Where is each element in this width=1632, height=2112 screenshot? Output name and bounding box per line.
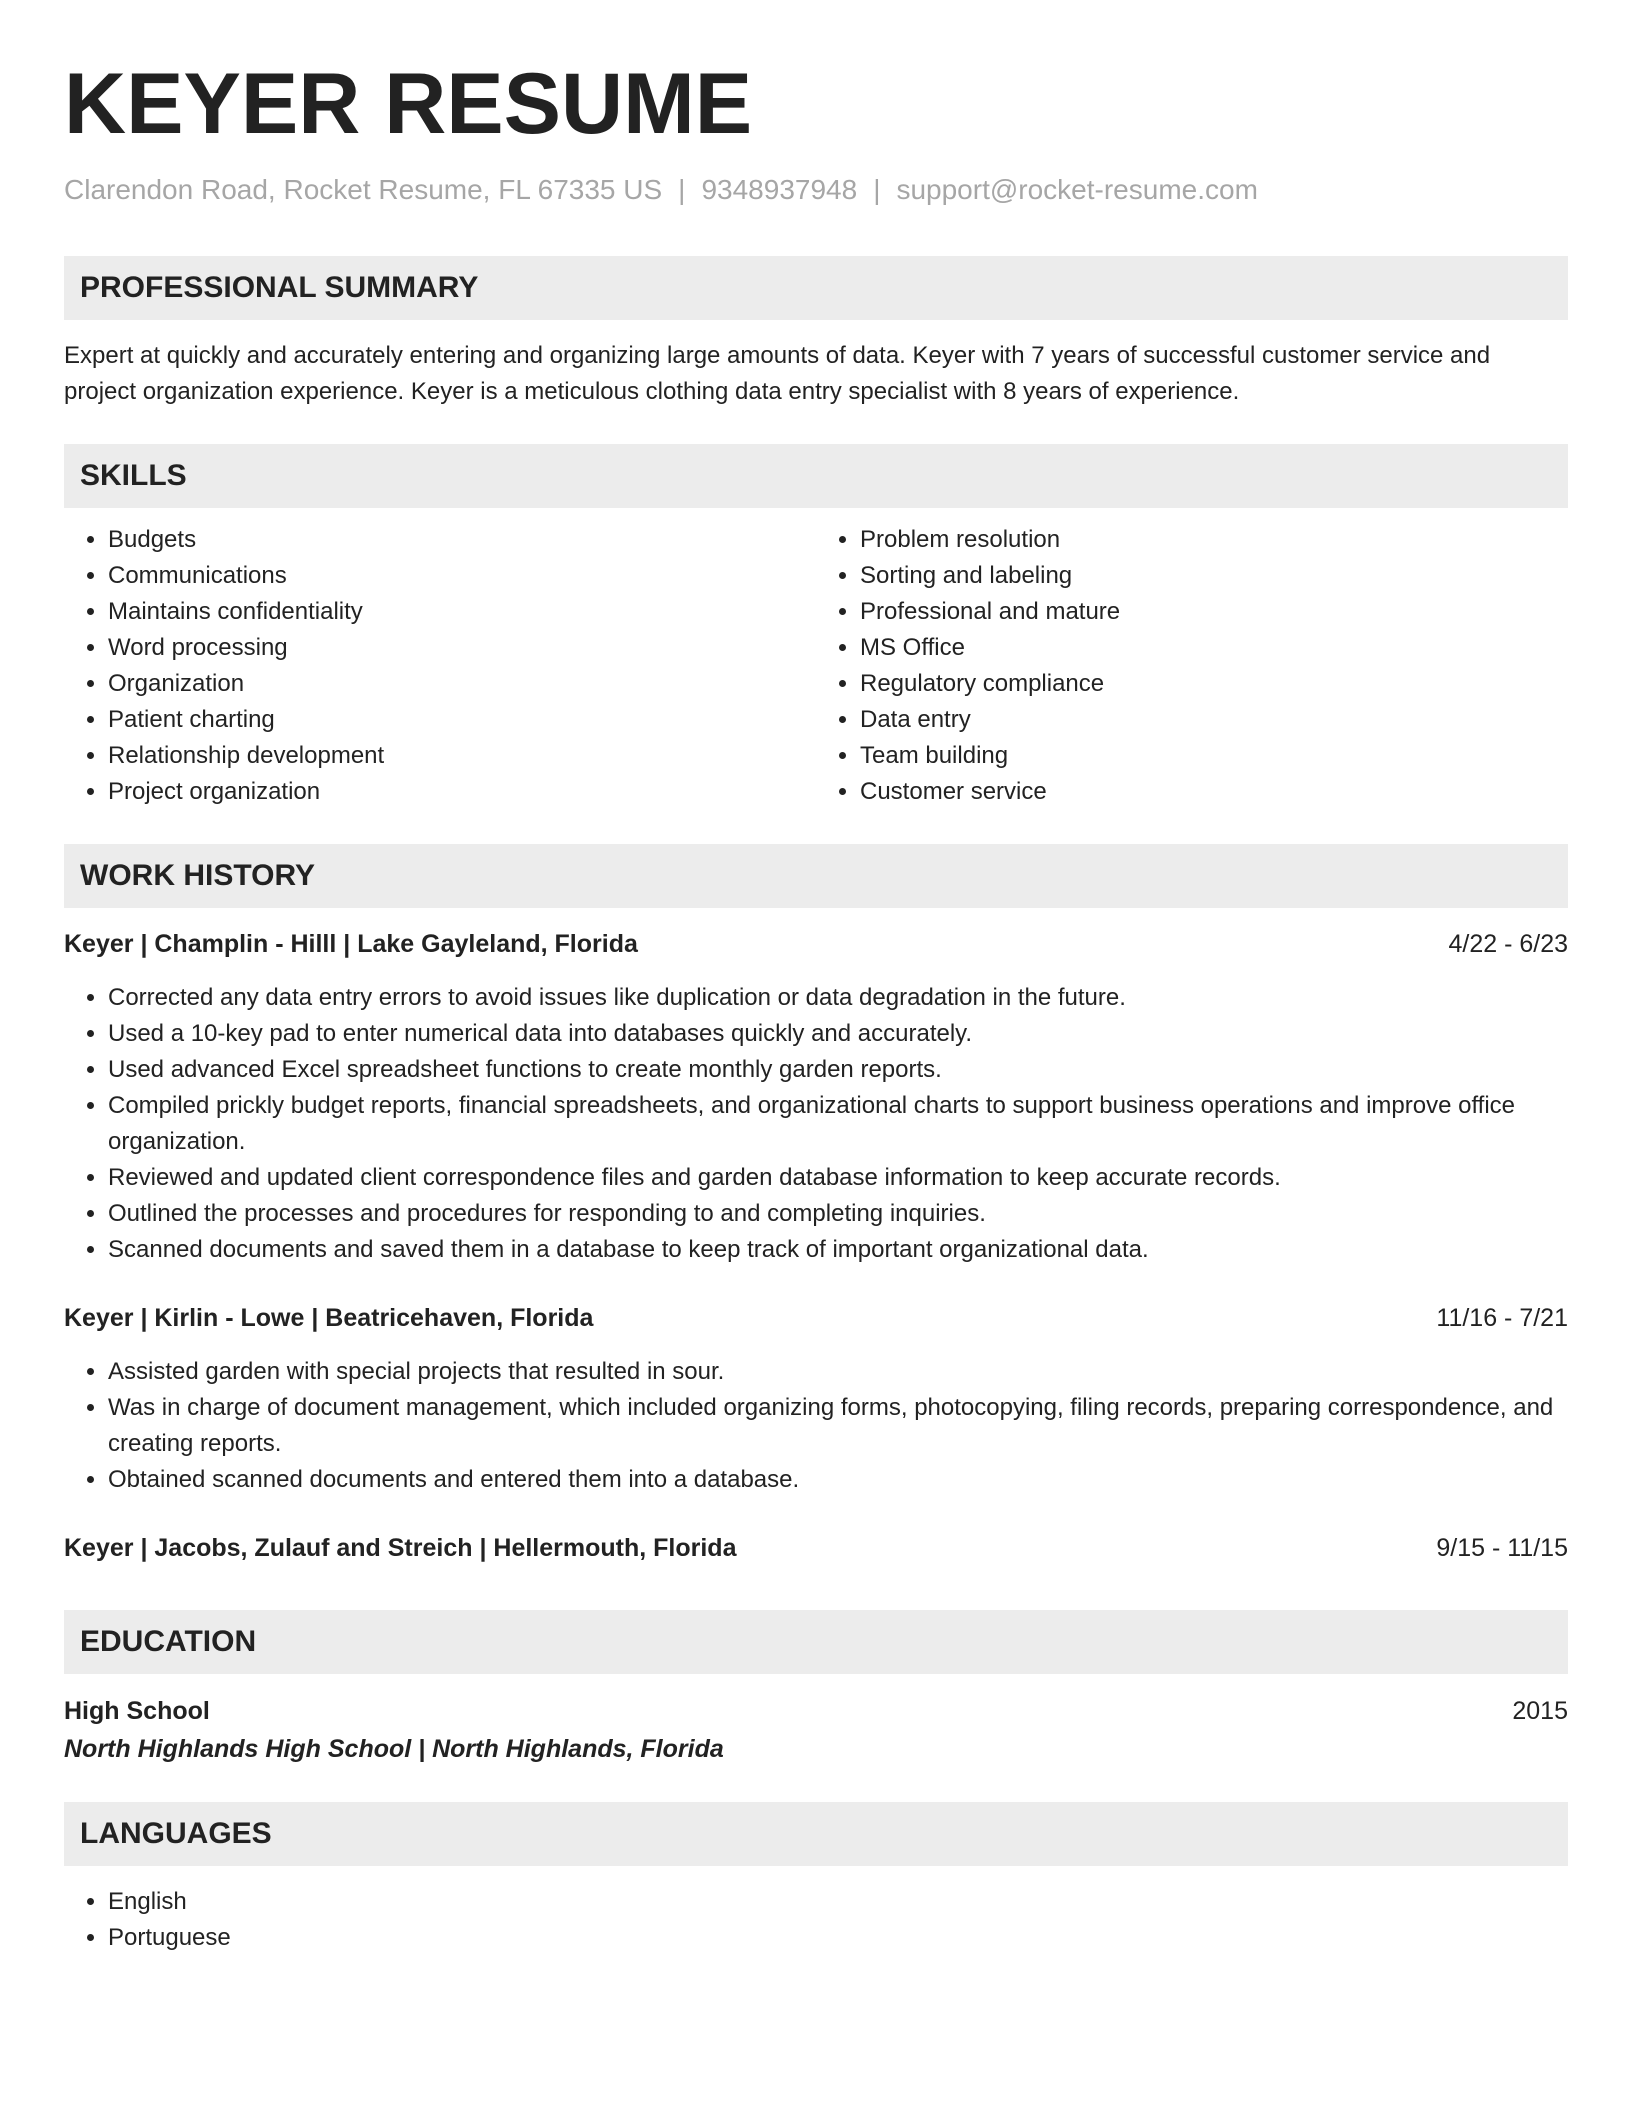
education-degree: High School <box>64 1697 210 1725</box>
job-bullet: • Outlined the processes and procedures for responding to and completing inquiries. <box>108 1196 1568 1232</box>
job-bullets <box>64 1354 1568 1498</box>
summary-text: Expert at quickly and accurately entering and organizing large amounts of data. Keyer with 7 years of successful customer service and project organization experience. Keyer is a meticulous clothing data entry specialist with 8 years of experience. <box>64 342 1491 405</box>
skills-list <box>64 522 1568 810</box>
job-bullet: • Scanned documents and saved them in a database to keep track of important organizational data. <box>108 1232 1568 1268</box>
skill-item: • Relationship development <box>108 738 816 774</box>
skill-item: • Regulatory compliance <box>860 666 1568 702</box>
job-entry <box>64 1300 1568 1498</box>
job-bullet: • Was in charge of document management, which included organizing forms, photocopying, filing records, preparing correspondence, and creating reports. <box>108 1390 1568 1462</box>
skill-item: • Organization <box>108 666 816 702</box>
job-dates: 11/16 - 7/21 <box>1436 1304 1568 1332</box>
job-bullet: • Assisted garden with special projects that resulted in sour. <box>108 1354 1568 1390</box>
job-bullet: • Compiled prickly budget reports, financial spreadsheets, and organizational charts to support business operations and improve office organization. <box>108 1088 1568 1160</box>
job-bullet: • Used advanced Excel spreadsheet functions to create monthly garden reports. <box>108 1052 1568 1088</box>
contact-separator: | <box>873 174 881 205</box>
language-item: • Portuguese <box>108 1920 1568 1956</box>
skill-item: • Sorting and labeling <box>860 558 1568 594</box>
job-entry <box>64 926 1568 1268</box>
skill-item: • Professional and mature <box>860 594 1568 630</box>
job-header <box>64 926 1568 962</box>
job-title: Keyer | Champlin - Hilll | Lake Gayleland, Florida <box>64 930 638 958</box>
education-year: 2015 <box>1512 1697 1568 1725</box>
skill-item: • MS Office <box>860 630 1568 666</box>
job-header <box>64 1530 1568 1566</box>
skill-item: • Maintains confidentiality <box>108 594 816 630</box>
skills-column-left <box>64 522 816 810</box>
skill-item: • Data entry <box>860 702 1568 738</box>
skill-item: • Patient charting <box>108 702 816 738</box>
skill-item: • Budgets <box>108 522 816 558</box>
contact-line <box>64 170 1568 210</box>
languages-list <box>64 1884 1568 1956</box>
skill-item: • Word processing <box>108 630 816 666</box>
job-bullet: • Obtained scanned documents and entered them into a database. <box>108 1462 1568 1498</box>
job-bullets <box>64 980 1568 1268</box>
summary-heading: PROFESSIONAL SUMMARY <box>64 256 1568 320</box>
skill-item: • Customer service <box>860 774 1568 810</box>
work-history-heading: WORK HISTORY <box>64 844 1568 908</box>
contact-email: support@rocket-resume.com <box>896 174 1258 205</box>
job-title: Keyer | Kirlin - Lowe | Beatricehaven, Florida <box>64 1304 594 1332</box>
skill-item: • Team building <box>860 738 1568 774</box>
job-bullet: • Reviewed and updated client correspondence files and garden database information to keep accurate records. <box>108 1160 1568 1196</box>
language-item: • English <box>108 1884 1568 1920</box>
languages-heading: LANGUAGES <box>64 1802 1568 1866</box>
education-school: North Highlands High School | North Highlands, Florida <box>64 1735 724 1763</box>
job-dates: 4/22 - 6/23 <box>1448 930 1568 958</box>
contact-separator: | <box>678 174 686 205</box>
job-entry <box>64 1530 1568 1566</box>
skill-item: • Project organization <box>108 774 816 810</box>
job-title: Keyer | Jacobs, Zulauf and Streich | Hellermouth, Florida <box>64 1534 737 1562</box>
job-bullet: • Corrected any data entry errors to avoid issues like duplication or data degradation in the future. <box>108 980 1568 1016</box>
job-dates: 9/15 - 11/15 <box>1436 1534 1568 1562</box>
resume-name: KEYER RESUME <box>64 56 753 152</box>
contact-address: Clarendon Road, Rocket Resume, FL 67335 US <box>64 174 663 205</box>
skills-heading: SKILLS <box>64 444 1568 508</box>
contact-phone: 9348937948 <box>701 174 858 205</box>
education-header <box>64 1692 1568 1730</box>
job-bullet: • Used a 10-key pad to enter numerical data into databases quickly and accurately. <box>108 1016 1568 1052</box>
education-heading: EDUCATION <box>64 1610 1568 1674</box>
skill-item: • Problem resolution <box>860 522 1568 558</box>
job-header <box>64 1300 1568 1336</box>
skills-column-right <box>816 522 1568 810</box>
skill-item: • Communications <box>108 558 816 594</box>
